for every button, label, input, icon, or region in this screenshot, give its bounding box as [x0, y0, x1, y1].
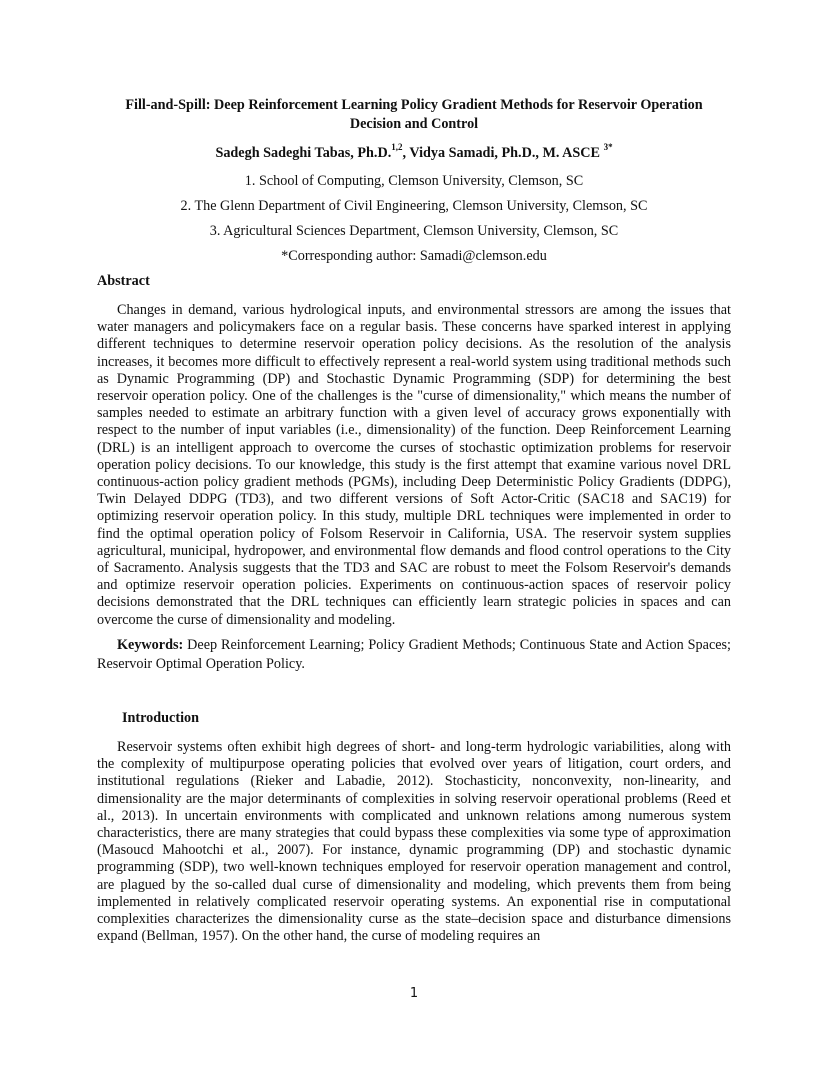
introduction-text: Reservoir systems often exhibit high degrees of short- and long-term hydrologic variabilities, along with the complexity of multipurpose operating policies that evolved over years of litigation, court orders, and institutional regulations (Rieker and Labadie, 2012). Stochasticity, nonconvexity, non-linearity, and dimensionality are the major determinants of complexities in solving reservoir operational problems (Reed et al., 2013). In uncertain environments with complicated and unknown relations among numerous system characteristics, there are many strategies that could bypass these complexities via some type of approximation (Masoucd Mahootchi et al., 2007). For instance, dynamic programming (DP) and stochastic dynamic programming (SDP), two well-known techniques employed for reservoir operation management and control, are plagued by the so-called dual curse of dimensionality and modeling, which prevents them from being implemented in relatively complicated reservoir operating systems. An exponential rise in computational complexities characterizes the dimensionality curse as the state–decision space and disturbance dimensions expand (Bellman, 1957). On the other hand, the curse of modeling requires an: [97, 739, 731, 945]
author-2-affiliation-marks: 3*: [603, 142, 613, 153]
abstract-text: Changes in demand, various hydrological inputs, and environmental stressors are among the issues that water managers and policymakers face on a regular basis. These concerns have sparked interest in applying different techniques to determine reservoir operation policy decisions. As the resolution of the analysis increases, it becomes more difficult to effectively represent a real-world system using traditional methods such as Dynamic Programming (DP) and Stochastic Dynamic Programming (SDP) for determining the best reservoir operation policy. One of the challenges is the "curse of dimensionality," which means the number of samples needed to estimate an arbitrary function with a given level of accuracy grows exponentially with respect to the number of input variables (i.e., dimensionality) of the function. Deep Reinforcement Learning (DRL) is an intelligent approach to overcome the curses of stochastic optimization problems for reservoir operation policy decisions. To our knowledge, this study is the first attempt that examine various novel DRL continuous-action policy gradient methods (PGMs), including Deep Deterministic Policy Gradients (DDPG), Twin Delayed DDPG (TD3), and two different versions of Soft Actor-Critic (SAC18 and SAC19) for optimizing reservoir operation policy. In this study, multiple DRL techniques were implemented in order to find the optimal operation policy of Folsom Reservoir in California, USA. The reservoir system supplies agricultural, municipal, hydropower, and environmental flow demands and flood control operations to the City of Sacramento. Analysis suggests that the TD3 and SAC are robust to meet the Folsom Reservoir's demands and optimize reservoir operation policies. Experiments on continuous-action spaces of reservoir policy decisions demonstrated that the DRL techniques can efficiently learn strategic policies in spaces and can overcome the curse of dimensionality and modeling.: [97, 302, 731, 628]
abstract-heading: Abstract: [97, 273, 150, 289]
author-1-name: Sadegh Sadeghi Tabas, Ph.D.: [215, 145, 392, 161]
corresponding-author: *Corresponding author: Samadi@clemson.edu: [281, 248, 547, 264]
author-2-name: , Vidya Samadi, Ph.D., M. ASCE: [402, 145, 601, 161]
keywords-label: Keywords:: [117, 637, 184, 653]
introduction-heading: Introduction: [122, 710, 199, 726]
affiliation-2: 2. The Glenn Department of Civil Engineering, Clemson University, Clemson, SC: [180, 198, 648, 214]
keywords-text: Deep Reinforcement Learning; Policy Gradient Methods; Continuous State and Action Spaces; Reservoir Optimal Operation Policy.: [97, 637, 731, 672]
keywords: [97, 636, 731, 674]
author-1-affiliation-marks: 1,2: [391, 142, 403, 153]
paper-title: Fill-and-Spill: Deep Reinforcement Learning Policy Gradient Methods for Reservoir Operation Decision and Control: [125, 97, 703, 132]
affiliation-1: 1. School of Computing, Clemson University, Clemson, SC: [244, 173, 584, 189]
affiliation-3: 3. Agricultural Sciences Department, Clemson University, Clemson, SC: [209, 223, 619, 239]
author-line: [100, 144, 728, 163]
page-number: 1: [409, 986, 419, 1001]
